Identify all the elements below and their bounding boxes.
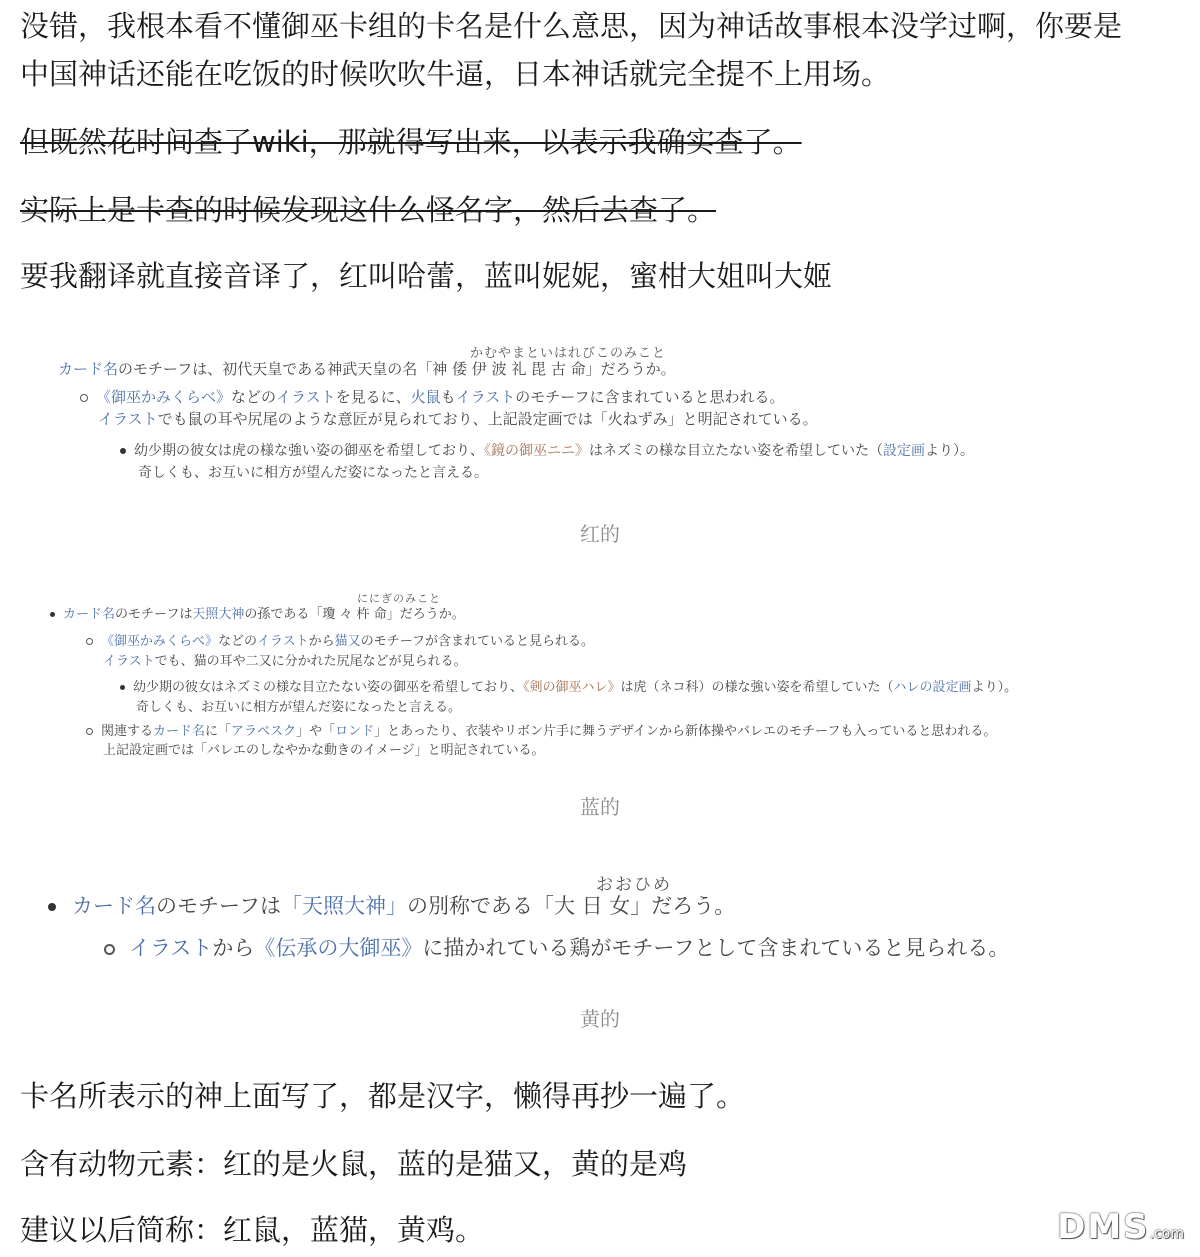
wiki-line: 奇しくも、お互いに相方が望んだ姿になったと言える。 bbox=[138, 465, 488, 481]
paragraph-animals: 含有动物元素：红的是火鼠，蓝的是猫又，黄的是鸡 bbox=[20, 1147, 688, 1181]
wiki-link[interactable]: アラベスク bbox=[231, 724, 297, 739]
wiki-link[interactable]: ハレの設定画 bbox=[893, 680, 972, 695]
caption-yellow: 黄的 bbox=[580, 1007, 620, 1031]
wiki-line: 奇しくも、お互いに相方が望んだ姿になったと言える。 bbox=[136, 700, 462, 715]
wiki-link[interactable]: 火鼠 bbox=[410, 388, 441, 406]
wiki-link[interactable]: 設定画 bbox=[883, 443, 925, 459]
paragraph-kanji-note: 卡名所表示的神上面写了，都是汉字，懒得再抄一遍了。 bbox=[20, 1079, 746, 1113]
dot-bullet-icon bbox=[48, 903, 56, 911]
paragraph-nicknames: 建议以后简称：红鼠，蓝猫，黄鸡。 bbox=[20, 1213, 485, 1247]
wiki-link[interactable]: 《御巫かみくらべ》 bbox=[101, 634, 219, 649]
dot-bullet-icon bbox=[50, 612, 55, 617]
wiki-excerpt-blue bbox=[0, 588, 1200, 758]
wiki-link[interactable]: イラスト bbox=[455, 388, 516, 406]
paragraph-translation: 要我翻译就直接音译了，红叫哈蕾，蓝叫妮妮，蜜柑大姐叫大姬 bbox=[20, 259, 833, 293]
wiki-link[interactable]: 《鏡の御巫ニニ》 bbox=[484, 443, 589, 459]
wiki-link[interactable]: 《伝承の大御巫》 bbox=[254, 936, 423, 960]
wiki-link[interactable]: カード名 bbox=[58, 360, 119, 378]
wiki-link[interactable]: カード名 bbox=[72, 894, 156, 918]
furigana-red: かむやまといはれびこのみこと bbox=[470, 346, 667, 361]
wiki-link[interactable]: イラスト bbox=[98, 410, 158, 428]
wiki-line: 幼少期の彼女は虎の様な強い姿の御巫を希望しており、《鏡の御巫ニニ》はネズミの様な目立たない姿を希望していた（設定画より）。 bbox=[120, 440, 974, 460]
wiki-link[interactable]: イラスト bbox=[129, 936, 213, 960]
wiki-link[interactable]: イラスト bbox=[103, 654, 155, 669]
ring-bullet-icon bbox=[86, 638, 93, 645]
caption-blue: 蓝的 bbox=[580, 795, 620, 819]
wiki-link[interactable]: イラスト bbox=[257, 634, 309, 649]
furigana-yellow: おおひめ bbox=[596, 875, 672, 895]
wiki-link[interactable]: 「天照大神」 bbox=[280, 894, 407, 918]
paragraph-intro-line2: 中国神话还能在吃饭的时候吹吹牛逼，日本神话就完全提不上用场。 bbox=[20, 57, 891, 91]
ring-bullet-icon bbox=[86, 728, 93, 735]
wiki-line: イラストから《伝承の大御巫》に描かれている鶏がモチーフとして含まれていると見られる。 bbox=[104, 932, 1009, 962]
wiki-line: 《御巫かみくらべ》などのイラストから猫又のモチーフが含まれていると見られる。 bbox=[86, 630, 594, 649]
wiki-excerpt-red bbox=[0, 340, 1200, 490]
wiki-line: イラストでも、猫の耳や二又に分かれた尻尾などが見られる。 bbox=[103, 654, 467, 669]
paragraph-struck-2: 实际上是卡查的时候发现这什么怪名字，然后去查了。 bbox=[20, 193, 717, 227]
wiki-line: 幼少期の彼女はネズミの様な目立たない姿の御巫を希望しており、《剣の御巫ハレ》は虎（ネコ科）の様な強い姿を希望していた（ハレの設定画より）。 bbox=[120, 676, 1017, 695]
ring-bullet-icon bbox=[104, 944, 115, 955]
site-watermark-logo: DMS.com bbox=[1057, 1207, 1184, 1247]
wiki-link[interactable]: 《御巫かみくらべ》 bbox=[96, 388, 232, 406]
wiki-line: カード名のモチーフは「天照大神」の別称である「大 日 女」だろう。 bbox=[48, 890, 735, 920]
wiki-line: イラストでも鼠の耳や尻尾のような意匠が見られており、上記設定画では「火ねずみ」と明記されている。 bbox=[98, 410, 818, 428]
wiki-line: カード名のモチーフは、初代天皇である神武天皇の名「神 倭 伊 波 礼 毘 古 命」だろうか。 bbox=[58, 360, 676, 378]
dot-bullet-icon bbox=[120, 685, 125, 690]
wiki-link[interactable]: 《剣の御巫ハレ》 bbox=[523, 680, 621, 695]
paragraph-intro-line1: 没错，我根本看不懂御巫卡组的卡名是什么意思，因为神话故事根本没学过啊，你要是 bbox=[20, 9, 1123, 43]
wiki-link[interactable]: 天照大神 bbox=[192, 607, 245, 622]
ring-bullet-icon bbox=[80, 394, 88, 402]
furigana-blue: ににぎのみこと bbox=[357, 592, 441, 605]
wiki-link[interactable]: ロンド bbox=[335, 724, 375, 739]
wiki-link[interactable]: カード名 bbox=[63, 607, 116, 622]
caption-red: 红的 bbox=[580, 522, 620, 546]
wiki-line: カード名のモチーフは天照大神の孫である「瓊 々 杵 命」だろうか。 bbox=[50, 603, 465, 622]
wiki-line: 上記設定画では「バレエのしなやかな動きのイメージ」と明記されている。 bbox=[103, 743, 545, 758]
wiki-line: 《御巫かみくらべ》などのイラストを見るに、火鼠もイラストのモチーフに含まれていると思われる。 bbox=[80, 386, 784, 407]
wiki-link[interactable]: 猫又 bbox=[334, 634, 361, 649]
wiki-link[interactable]: イラスト bbox=[276, 388, 336, 406]
wiki-link[interactable]: カード名 bbox=[153, 724, 206, 739]
wiki-line: 関連するカード名に「アラベスク」や「ロンド」とあったり、衣装やリボン片手に舞うデザインから新体操やバレエのモチーフも入っていると思われる。 bbox=[86, 720, 996, 739]
dot-bullet-icon bbox=[120, 448, 126, 454]
wiki-excerpt-yellow bbox=[0, 868, 1200, 968]
paragraph-struck-1: 但既然花时间查了wiki，那就得写出来，以表示我确实查了。 bbox=[20, 125, 802, 159]
